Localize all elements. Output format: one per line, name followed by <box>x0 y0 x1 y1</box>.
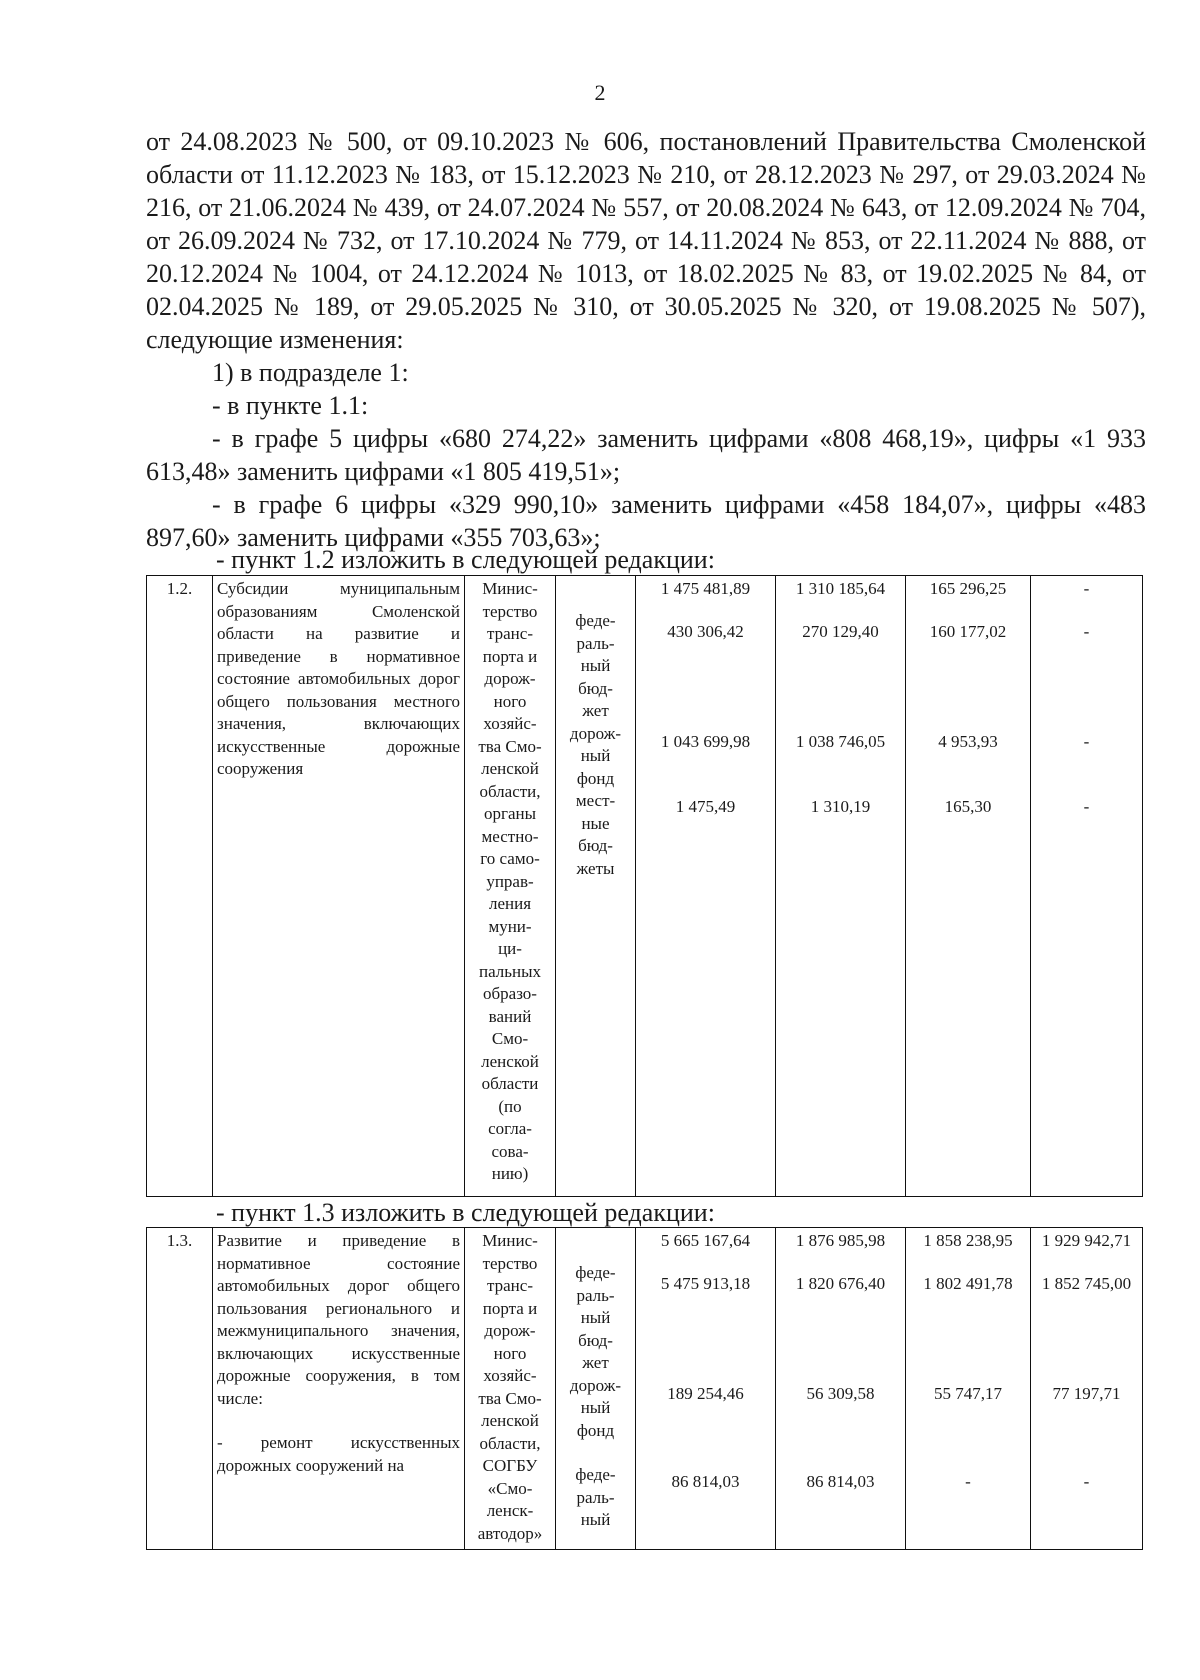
executor-line: «Смо- <box>487 1478 533 1498</box>
source-federal-line: бюд- <box>578 678 613 698</box>
row-number: 1.3. <box>147 1228 213 1550</box>
source-federal-line: жет <box>582 701 609 720</box>
executor-line: согла- <box>488 1119 532 1138</box>
executor-line: ленск- <box>486 1501 534 1520</box>
source-road-fund-line: дорож- <box>569 723 622 743</box>
value-federal: 1 820 676,40 <box>795 1273 886 1293</box>
executor-line: дорож- <box>484 1321 536 1340</box>
executor-line: го само- <box>480 849 540 868</box>
value-local: 165,30 <box>944 796 992 816</box>
value-road-fund: - <box>1083 732 1090 751</box>
source-road-fund-line: фонд <box>576 1420 615 1440</box>
executor-line: пальных <box>478 961 542 981</box>
value-total: 1 876 985,98 <box>795 1231 886 1250</box>
edit-heading-1-3: - пункт 1.3 изложить в следующей редакции: <box>216 1198 715 1227</box>
table-item-1-2 <box>146 575 1143 1197</box>
executor-line: сова- <box>491 1141 529 1161</box>
value-column-year2 <box>906 1228 1031 1550</box>
executor-line: ления <box>488 894 532 913</box>
executor-line: органы <box>483 804 537 823</box>
value-total: 165 296,25 <box>929 579 1007 598</box>
value-federal-sub: - <box>965 1471 971 1491</box>
source-federal-line: феде- <box>575 1263 616 1282</box>
value-road-fund: 4 953,93 <box>938 732 998 751</box>
value-column-year1 <box>776 576 906 1197</box>
value-federal-sub: 86 814,03 <box>806 1471 875 1491</box>
source-local-line: жеты <box>576 858 615 878</box>
source-road-fund-line: ный <box>580 746 611 765</box>
page-number: 2 <box>594 80 606 105</box>
executor-line: области <box>481 1074 539 1093</box>
value-total: 1 310 185,64 <box>795 579 886 598</box>
executor-line: ленской <box>481 1051 539 1071</box>
table-row <box>147 1228 1143 1550</box>
executor-line: области, <box>479 781 541 801</box>
source-road-fund-line: фонд <box>576 768 615 788</box>
executor-line: ци- <box>498 939 522 958</box>
source-federal-sub-line: ный <box>580 1510 611 1529</box>
executor-cell <box>465 576 556 1197</box>
executor-line: Смо- <box>491 1029 529 1048</box>
source-road-fund-line: дорож- <box>569 1375 622 1395</box>
value-local: 1 310,19 <box>810 796 871 816</box>
executor-line: нию) <box>491 1164 529 1183</box>
value-total: 1 929 942,71 <box>1041 1231 1132 1250</box>
table-row <box>147 576 1143 1197</box>
value-road-fund: 1 043 699,98 <box>660 732 751 751</box>
value-column-total <box>636 1228 776 1550</box>
executor-line: тва Смо- <box>478 736 542 756</box>
table-item-1-3 <box>146 1227 1143 1550</box>
executor-line: хозяйс- <box>483 1366 537 1385</box>
item-1-1: - в пункте 1.1: <box>212 391 369 420</box>
value-column-total <box>636 576 776 1197</box>
value-federal: 270 129,40 <box>802 621 879 641</box>
executor-line: транс- <box>487 1276 533 1295</box>
executor-line: хозяйс- <box>483 714 537 733</box>
source-federal-line: бюд- <box>578 1330 613 1350</box>
executor-line: области, <box>479 1433 541 1453</box>
value-federal: 1 802 491,78 <box>923 1273 1013 1293</box>
source-federal-line: жет <box>582 1353 609 1372</box>
executor-cell <box>465 1228 556 1550</box>
executor-line: муни- <box>488 916 532 936</box>
graph-5-change: - в графе 5 цифры «680 274,22» заменить цифрами «808 468,19», цифры «1 933 613,48» заменить цифрами «1 805 419,51»; <box>146 424 1146 486</box>
executor-line: дорож- <box>484 669 536 688</box>
executor-line: терство <box>482 1253 538 1273</box>
value-federal: 430 306,42 <box>667 621 744 641</box>
executor-line: местно- <box>481 826 539 846</box>
value-federal-sub: 86 814,03 <box>671 1471 740 1491</box>
measure-name: Субсидии муниципальным образованиям Смоленской области на развитие и приведение в нормативное состояние автомобильных дорог общего пользования местного значения, включающих искусственные дорожные сооружения <box>213 576 465 1197</box>
document-body <box>146 125 1146 554</box>
value-federal: 5 475 913,18 <box>660 1273 751 1293</box>
value-federal: 1 852 745,00 <box>1041 1273 1132 1293</box>
source-local-line: бюд- <box>578 836 613 855</box>
value-federal-sub: - <box>1083 1471 1090 1491</box>
source-federal-sub-line: феде- <box>575 1465 616 1484</box>
executor-line: автодор» <box>477 1523 543 1543</box>
value-federal: 160 177,02 <box>929 621 1007 641</box>
value-column-year3 <box>1031 1228 1143 1550</box>
item-1: 1) в подразделе 1: <box>212 358 409 387</box>
executor-line: ного <box>493 1343 527 1363</box>
executor-line: Минис- <box>482 579 538 598</box>
source-federal-sub-line: раль- <box>576 1487 615 1507</box>
edit-heading-1-2: - пункт 1.2 изложить в следующей редакции: <box>216 545 715 574</box>
value-total: 5 665 167,64 <box>660 1231 751 1250</box>
value-road-fund: 189 254,46 <box>667 1384 744 1403</box>
executor-line: образо- <box>483 984 537 1003</box>
executor-line: СОГБУ <box>482 1456 538 1475</box>
executor-line: тва Смо- <box>478 1388 542 1408</box>
executor-line: порта и <box>482 1298 538 1318</box>
source-local-line: мест- <box>575 791 616 810</box>
executor-line: ленской <box>481 759 539 778</box>
executor-line: порта и <box>482 646 538 666</box>
source-federal-line: феде- <box>575 611 616 630</box>
executor-line: (по <box>498 1096 522 1116</box>
value-column-year1 <box>776 1228 906 1550</box>
intro-paragraph: от 24.08.2023 № 500, от 09.10.2023 № 606, постановлений Правительства Смоленской области от 11.12.2023 № 183, от 15.12.2023 № 210, от 28.12.2023 № 297, от 29.03.2024 № 216, от 21.06.2024 № 439, от 24.07.2024 № 557, от 20.08.2024 № 643, от 12.09.2024 № 704, от 26.09.2024 № 732, от 17.10.2024 № 779, от 14.11.2024 № 853, от 22.11.2024 № 888, от 20.12.2024 № 1004, от 24.12.2024 № 1013, от 18.02.2025 № 83, от 19.02.2025 № 84, от 02.04.2025 № 189, от 29.05.2025 № 310, от 30.05.2025 № 320, от 19.08.2025 № 507), следующие изменения: <box>146 127 1146 354</box>
source-federal-line: ный <box>580 656 611 675</box>
value-local: 1 475,49 <box>675 796 736 816</box>
value-total: - <box>1083 579 1090 598</box>
executor-line: транс- <box>487 624 533 643</box>
executor-line: терство <box>482 601 538 621</box>
executor-line: ленской <box>481 1411 539 1430</box>
value-road-fund: 1 038 746,05 <box>795 732 886 751</box>
value-road-fund: 56 309,58 <box>806 1384 875 1403</box>
source-road-fund-line: ный <box>580 1398 611 1417</box>
source-federal-line: ный <box>580 1308 611 1327</box>
value-column-year2 <box>906 576 1031 1197</box>
value-federal: - <box>1083 621 1090 641</box>
executor-line: ваний <box>488 1006 532 1026</box>
executor-line: ного <box>493 691 527 711</box>
executor-line: управ- <box>486 871 534 891</box>
funding-source-cell <box>556 1228 636 1550</box>
source-federal-line: раль- <box>576 1285 615 1305</box>
source-federal-line: раль- <box>576 633 615 653</box>
funding-source-cell <box>556 576 636 1197</box>
value-road-fund: 55 747,17 <box>934 1384 1002 1403</box>
measure-name: Развитие и приведение в нормативное состояние автомобильных дорог общего пользования регионального и межмуниципального значения, включающих искусственные дорожные сооружения, в том числе: <box>217 1231 460 1408</box>
value-column-year3 <box>1031 576 1143 1197</box>
value-total: 1 475 481,89 <box>660 579 751 598</box>
measure-subname: - ремонт искусственных дорожных сооружений на <box>217 1433 460 1475</box>
graph-6-change: - в графе 6 цифры «329 990,10» заменить цифрами «458 184,07», цифры «483 897,60» заменить цифрами «355 703,63»; <box>146 490 1146 552</box>
measure-name-cell <box>213 1228 465 1550</box>
value-local: - <box>1083 796 1090 816</box>
value-road-fund: 77 197,71 <box>1052 1384 1121 1403</box>
value-total: 1 858 238,95 <box>923 1231 1013 1250</box>
row-number: 1.2. <box>147 576 213 1197</box>
executor-line: Минис- <box>482 1231 538 1250</box>
source-local-line: ные <box>581 813 610 833</box>
